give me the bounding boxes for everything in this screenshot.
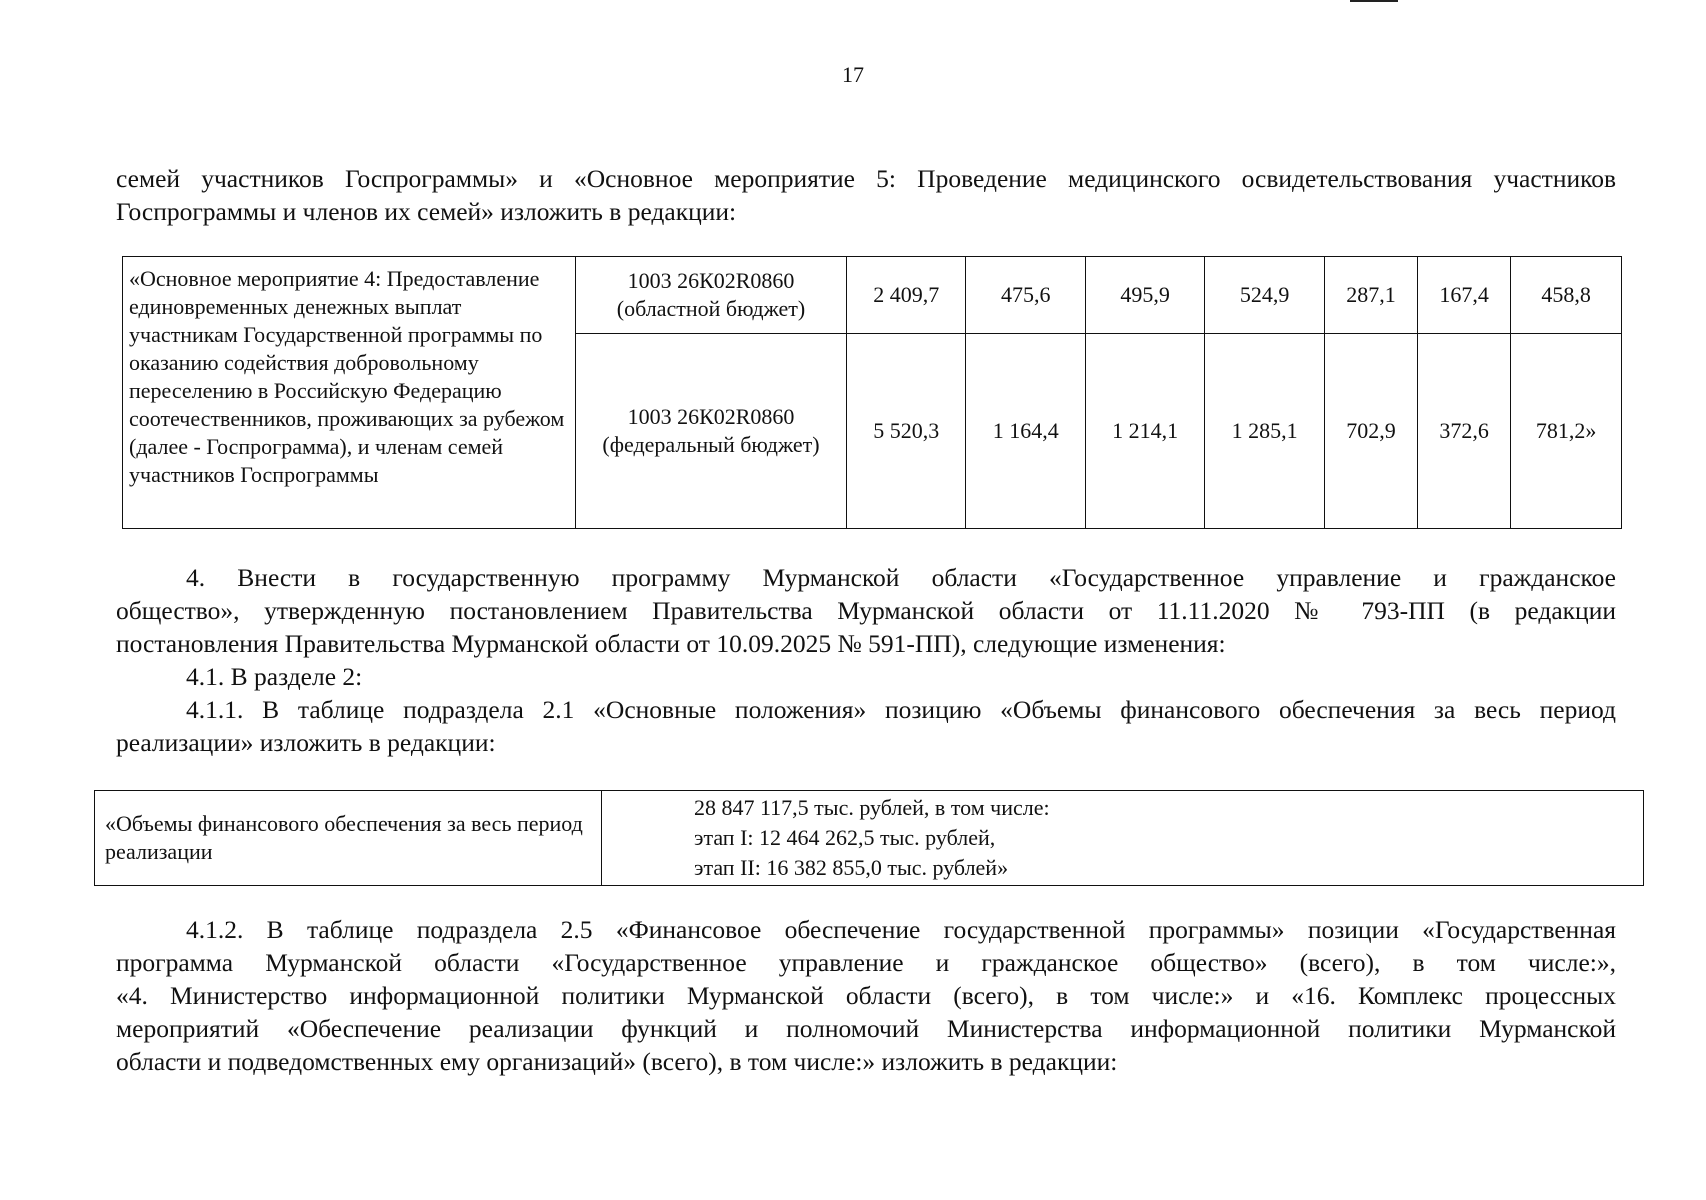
value-cell: 1 164,4 [966,334,1085,529]
funding-volume-table [94,790,1644,886]
event-name-cell: «Основное мероприятие 4: Предоставление единовременных денежных выплат участникам Государственной программы по оказанию содействия добровольному переселению в Российскую Федерацию соотечественников, проживающих за рубежом (далее - Госпрограмма), и членам семей участников Госпрограммы [123,257,576,529]
value-cell: 781,2» [1511,334,1622,529]
section-4-line: 4. Внести в государственную программу Мурманской области «Государственное управление и гражданское [186,563,1616,592]
budget-code-cell [576,334,847,529]
value-cell: 287,1 [1324,257,1417,334]
budget-code-cell [576,257,847,334]
value-cell: 372,6 [1418,334,1511,529]
section-4-paragraph [116,561,1616,759]
funding-value-cell [602,791,1644,886]
section-4-line: 4.1. В разделе 2: [186,662,363,691]
table-row [123,257,1622,334]
value-cell: 5 520,3 [847,334,966,529]
section-412-line: «4. Министерство информационной политики Мурманской области (всего), в том числе:» и «16. Комплекс процессных [116,981,1616,1010]
top-edge-mark [1350,0,1398,2]
section-412-paragraph [116,913,1616,1078]
funding-value-line: этап II: 16 382 855,0 тыс. рублей» [694,855,1009,880]
intro-line: Госпрограммы и членов их семей» изложить в редакции: [116,197,737,226]
value-cell: 524,9 [1205,257,1324,334]
value-cell: 495,9 [1085,257,1204,334]
value-cell: 458,8 [1511,257,1622,334]
section-4-line: 4.1.1. В таблице подраздела 2.1 «Основные положения» позицию «Объемы финансового обеспечения за весь период [186,695,1616,724]
program-event-table [122,256,1622,529]
value-cell: 1 214,1 [1085,334,1204,529]
section-412-line: мероприятий «Обеспечение реализации функций и полномочий Министерства информационной политики Мурманской [116,1014,1616,1043]
page-number: 17 [842,62,864,87]
value-cell: 2 409,7 [847,257,966,334]
value-cell: 475,6 [966,257,1085,334]
value-cell: 167,4 [1418,257,1511,334]
table-row [95,791,1644,886]
section-412-line: области и подведомственных ему организаций» (всего), в том числе:» изложить в редакции: [116,1047,1118,1076]
section-4-line: реализации» изложить в редакции: [116,728,496,757]
section-412-line: программа Мурманской области «Государственное управление и гражданское общество» (всего), в том числе:», [116,948,1616,977]
value-cell: 1 285,1 [1205,334,1324,529]
funding-value-line: этап I: 12 464 262,5 тыс. рублей, [694,825,996,850]
budget-code: 1003 26К02R0860 [627,404,795,429]
budget-code: 1003 26К02R0860 [627,268,795,293]
budget-source: (областной бюджет) [616,296,806,321]
budget-source: (федеральный бюджет) [602,432,820,457]
intro-line: семей участников Госпрограммы» и «Основное мероприятие 5: Проведение медицинского освидетельствования участников [116,164,1616,193]
funding-label-cell: «Объемы финансового обеспечения за весь период реализации [95,791,602,886]
intro-paragraph [116,162,1616,228]
section-412-line: 4.1.2. В таблице подраздела 2.5 «Финансовое обеспечение государственной программы» позиции «Государственная [186,915,1616,944]
value-cell: 702,9 [1324,334,1417,529]
funding-value-line: 28 847 117,5 тыс. рублей, в том числе: [694,795,1050,820]
section-4-line: общество», утвержденную постановлением Правительства Мурманской области от 11.11.2020 № 793-ПП (в редакции [116,596,1616,625]
section-4-line: постановления Правительства Мурманской области от 10.09.2025 № 591-ПП), следующие изменения: [116,629,1226,658]
